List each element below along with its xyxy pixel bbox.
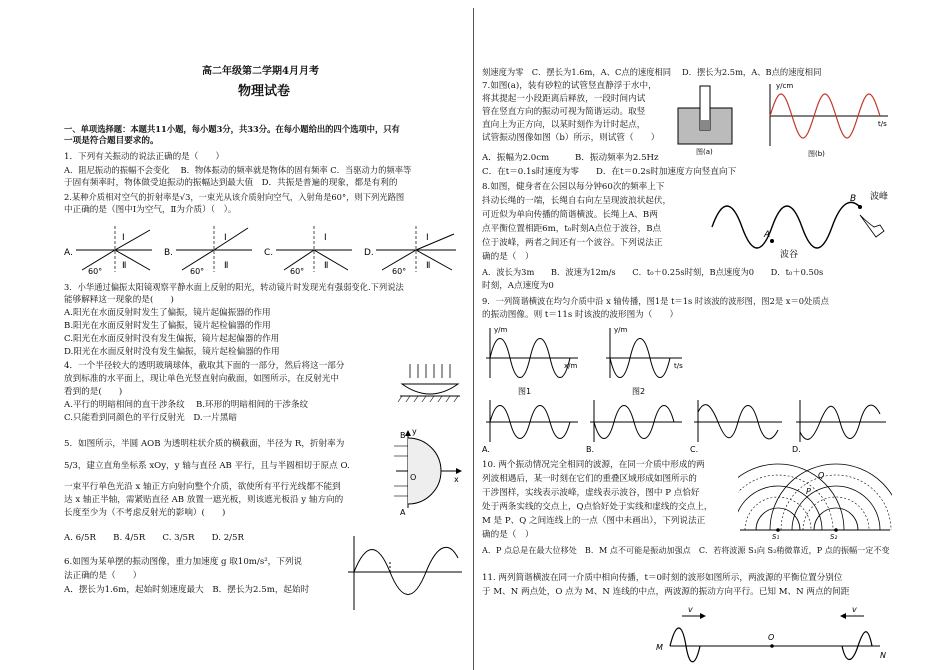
q4-line3: 看到的是( ) [64, 387, 123, 397]
q9-option-b-label: B. [586, 445, 595, 454]
q9-figure1-label: 图1 [518, 387, 532, 396]
q4-lens-figure [398, 362, 462, 406]
q7-figb-label: 图(b) [808, 150, 825, 158]
q8-peak-label: 波峰 [870, 192, 889, 202]
q5-line3: 一束平行单色光沿 x 轴正方向射向整个介质，欲使所有平行光线都不能到 [64, 482, 341, 492]
q9-f2-ylabel: y/m [614, 326, 628, 334]
q1-stem: 1．下列有关振动的说法正确的是（ ） [64, 152, 225, 162]
q9-option-figures [482, 400, 886, 454]
q10-line2: 列波相遇后，某一时刻在它们的重叠区域形成如图所示的 [482, 474, 697, 484]
q5-semicircle-figure [394, 424, 464, 516]
q6-pendulum-graph [346, 532, 464, 612]
q6-line4: 刻速度为零 C．摆长为1.6m，A、C点的速度相同 D．摆长为2.5m，A、B点的速度相同 [482, 67, 822, 77]
q8-point-b: B [850, 194, 857, 204]
q5-o-label: O [410, 473, 417, 482]
q9-f1-xlabel: x/m [564, 362, 578, 370]
q2-option-c-figure [264, 226, 352, 276]
exam-subtitle: 物理试卷 [238, 84, 291, 99]
q8-line4: 点平衡位置相距6m，t₀时刻A点位于波谷，B点 [482, 224, 662, 234]
q2-a-medium-1: Ⅰ [122, 233, 125, 243]
q8-rope-wave [710, 185, 890, 265]
q9-figure-2 [606, 326, 683, 396]
q9-option-d-label: D. [792, 445, 801, 454]
q2-optics-figures [60, 222, 465, 277]
q2-d-medium-2: Ⅱ [426, 261, 431, 271]
q9-figure2-label: 图2 [632, 387, 646, 396]
q9-option-c-label: C. [690, 445, 699, 454]
q7-xlabel: t/s [878, 120, 887, 128]
q10-line5: M 是 P、Q 之间连线上的一点（图中未画出），下列说法正 [482, 516, 706, 526]
q2-b-medium-2: Ⅱ [224, 261, 229, 271]
q2-b-angle: 60° [190, 267, 205, 276]
q11-line2: 于 M、N 两点处，O 点为 M、N 连线的中点，两波源的振动方向平行。已知 M、N 两点的间距 [482, 587, 850, 597]
q2-option-a-label: A. [64, 248, 73, 258]
q8-line2: 抖动长绳的一端，长绳自右向左呈现波浪状起伏， [482, 196, 672, 206]
q8-options-2: 时刻，A点速度为0 [482, 281, 554, 291]
q9-f2-tlabel: t/s [674, 362, 683, 370]
q8-line1: 8.如图，健身者在公园以每分钟60次的频率上下 [482, 182, 665, 192]
q6-line1: 6.如图为某单摆的振动图像，重力加速度 g 取10m/s²，下列说 [64, 557, 303, 567]
q3-line1: 3．小华通过偏振太阳镜观察平静水面上反射的阳光，转动镜片时发现光有强弱变化.下列说法 [64, 282, 404, 292]
q8-point-a: A [764, 230, 771, 240]
q2-option-b-label: B. [164, 248, 174, 258]
q10-line4: 处于两条实线的交点上，Q点恰好处于实线和虚线的交点上， [482, 502, 713, 512]
q11-point-m: M [656, 643, 663, 652]
q2-d-medium-1: Ⅰ [426, 233, 429, 243]
q2-option-b-figure [164, 226, 252, 276]
q9-figure-1 [486, 326, 578, 396]
q3-option-d: D.阳光在水面反射时没有发生偏振，镜片起检偏器的作用 [64, 347, 280, 357]
q5-y-label: y [412, 427, 417, 436]
q2-line1: 2.某种介质相对空气的折射率是√3，一束光从该介质射向空气，入射角是60°，则下列光路图 [64, 192, 405, 202]
q2-option-c-label: C. [264, 248, 274, 258]
q3-option-b: B.阳光在水面反射时发生了偏振，镜片起检偏器的作用 [64, 321, 271, 331]
q2-d-angle: 60° [392, 267, 407, 276]
q5-options: A. 6/5R B. 4/5R C. 3/5R D. 2/5R [64, 533, 244, 543]
q2-c-medium-1: Ⅰ [324, 233, 327, 243]
section-heading-2: 一项是符合题目要求的。 [64, 136, 159, 146]
q4-options-cd: C.只能看到同颜色的平行反射光 D.一片黑暗 [64, 413, 238, 423]
q7-figa-label: 图(a) [696, 148, 713, 156]
q2-b-medium-1: Ⅰ [224, 233, 227, 243]
q10-line6: 确的是（ ） [482, 530, 534, 540]
q7-figure-a [676, 84, 736, 156]
q7-figure-b [742, 80, 892, 160]
right-column [482, 0, 892, 670]
q6-line3: A．摆长为1.6m，起始时刻速度最大 B．摆长为2.5m，起始时 [64, 585, 310, 595]
q10-source-s2: S₂ [830, 533, 838, 540]
section-heading: 一、单项选择题：本题共11小题，每小题3分，共33分。在每小题给出的四个选项中，只有 [64, 124, 400, 134]
column-divider [473, 8, 474, 670]
exam-title: 高二年级第二学期4月月考 [202, 66, 319, 77]
q5-b-label: B [400, 431, 406, 440]
q11-point-n: N [880, 651, 886, 660]
q9-line1: 9．一列简谐横波在均匀介质中沿 x 轴传播，图1是 t＝1s 时该波的波形图，图2是 x＝0处质点 [482, 296, 829, 306]
q5-a-label: A [400, 508, 406, 516]
q7-options-ab: A．振幅为2.0cm B．振动频率为2.5Hz [482, 153, 659, 163]
q10-line3: 干涉图样，实线表示波峰，虚线表示波谷，图中 P 点恰好 [482, 488, 700, 498]
q8-line6: 确的是（ ） [482, 252, 534, 262]
left-column [60, 0, 465, 670]
q11-line1: 11. 两列简谐横波在同一介质中相向传播，t＝0时刻的波形如图所示，两波源的平衡位置分别位 [482, 573, 843, 583]
q7-line1: 7.如图(a)，装有砂粒的试管竖直静浮于水中， [482, 81, 657, 91]
q5-line4: 达 x 轴正半轴，需紧贴直径 AB 放置一遮光板，则该遮光板沿 y 轴方向的 [64, 495, 344, 505]
q8-line5: 位于波峰，两者之间还有一个波谷。下列说法正 [482, 238, 663, 248]
q6-line2: 法正确的是（ ） [64, 571, 142, 581]
q4-line1: 4．一个半径较大的透明玻璃球体，截取其下面的一部分，然后将这一部分 [64, 361, 345, 371]
q7-options-cd: C．在t＝0.1s时速度为零 D．在t＝0.2s时加速度方向竖直向下 [482, 167, 737, 177]
q11-v-right: v [852, 605, 857, 614]
q2-line2: 中正确的是（图中Ⅰ为空气，Ⅱ为介质）（ ）。 [64, 205, 237, 215]
q2-option-d-figure [364, 226, 456, 276]
q10-source-s1: S₁ [772, 533, 780, 540]
q2-c-angle: 60° [290, 267, 305, 276]
q10-point-q: Q [818, 471, 825, 480]
q10-point-p: P [806, 487, 811, 496]
q2-a-medium-2: Ⅱ [122, 261, 127, 271]
q3-line2: 能够解释这一现象的是( ) [64, 295, 174, 305]
q10-options: A．P 点总是在最大位移处 B．M 点不可能是振动加强点 C．若将波源 S₁向 S₂稍微靠近，P 点的振幅一定不变 [482, 545, 890, 555]
q5-x-label: x [454, 475, 459, 484]
q4-options-ab: A.平行的明暗相间的直干涉条纹 B.环形的明暗相间的干涉条纹 [64, 400, 309, 410]
q8-trough-label: 波谷 [780, 250, 799, 260]
q7-line2: 将其提起一小段距离后释放，一段时间内试 [482, 94, 646, 104]
q10-interference-figure [738, 458, 892, 540]
q8-options: A．波长为3m B．波速为12m/s C．t₀＋0.25s时刻，B点速度为0 D．t₀＋0.50s [482, 267, 824, 277]
q3-option-c: C.阳光在水面反射时没有发生偏振，镜片起起偏器的作用 [64, 334, 280, 344]
q5-line1: 5．如图所示，半圆 AOB 为透明柱状介质的横截面，半径为 R，折射率为 [64, 439, 345, 449]
q9-f1-ylabel: y/m [494, 326, 508, 334]
q2-a-angle: 60° [88, 267, 103, 276]
q11-point-o: O [768, 633, 775, 642]
q2-option-d-label: D. [364, 248, 374, 258]
q2-c-medium-2: Ⅱ [324, 261, 329, 271]
q7-line3: 管在竖直方向的振动可视为简谐运动。取竖 [482, 107, 646, 117]
q3-option-a: A.阳光在水面反射时发生了偏振，镜片起偏振器的作用 [64, 308, 271, 318]
q4-line2: 放到标准的水平面上，现让单色光竖直射向截面，如图所示，在反射光中 [64, 374, 340, 384]
q7-ylabel: y/cm [776, 82, 794, 90]
q9-figures [482, 322, 892, 458]
q7-line5: 试管振动图像如图（b）所示，则试管（ ） [482, 133, 660, 143]
q10-line1: 10. 两个振动情况完全相同的波源，在同一介质中形成的两 [482, 460, 705, 470]
q1-line2: 于固有频率时，物体做受迫振动的振幅达到最大值 D．共振是普遍的现象，都是有利的 [64, 178, 398, 188]
q2-option-a-figure [64, 226, 152, 276]
q9-line2: 的振动图像。则 t＝11s 时该波的波形图为（ ） [482, 310, 679, 320]
q7-line4: 直向上为正方向，以某时刻作为计时起点， [482, 120, 646, 130]
q8-line3: 可近似为单向传播的简谐横波。长绳上A、B两 [482, 210, 658, 220]
q11-wave-figure [652, 602, 890, 668]
q11-v-left: v [688, 605, 693, 614]
q5-line2: 5/3，建立直角坐标系 xOy，y 轴与直径 AB 平行，且与半圆相切于原点 O. [64, 461, 350, 471]
q5-line5: 长度至少为（不考虑反射光的影响）( ) [64, 508, 226, 518]
q1-line1: A．阻尼振动的振幅不会变化 B．物体振动的频率就是物体的固有频率 C．当驱动力的频率等 [64, 165, 412, 175]
q9-option-a-label: A. [482, 445, 490, 454]
